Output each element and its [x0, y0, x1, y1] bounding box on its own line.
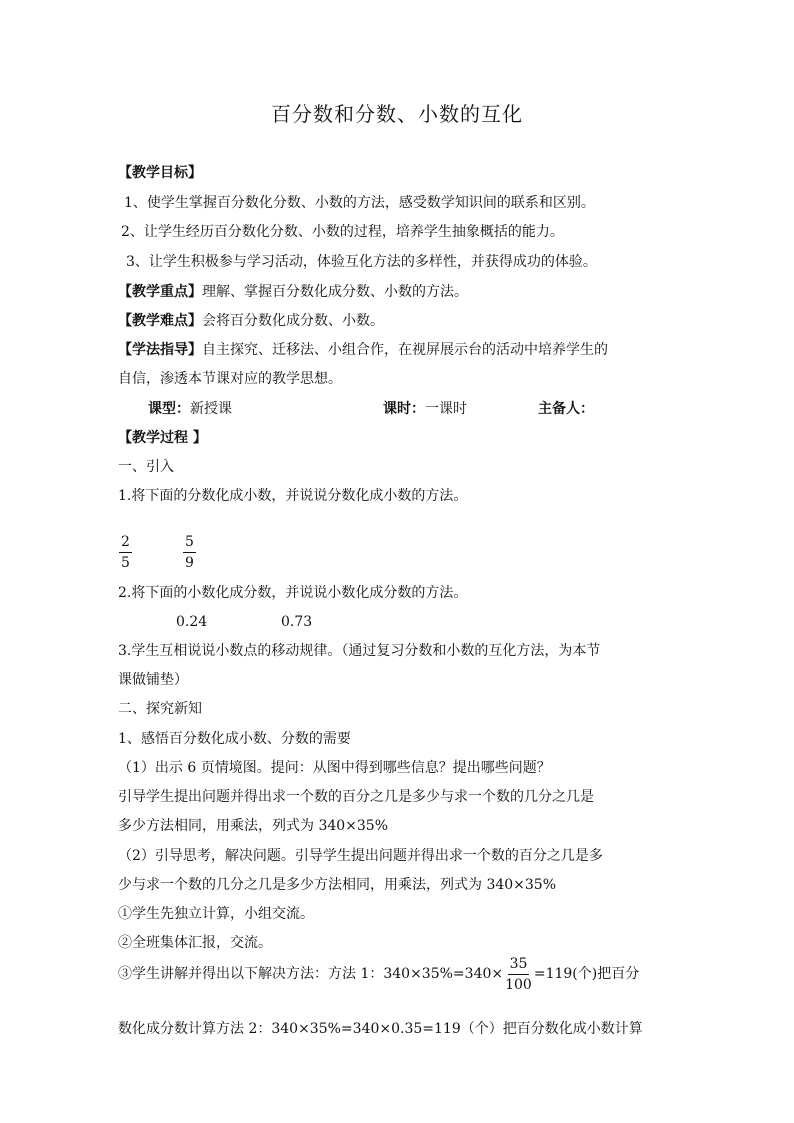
question-2: 2.将下面的小数化成分数，并说说小数化成分数的方法。	[118, 585, 468, 601]
fraction-35-100	[503, 955, 534, 994]
fraction-numerator: 5	[183, 533, 196, 553]
fraction-denominator: 9	[185, 555, 194, 571]
process-header: 【教学过程 】	[118, 430, 207, 446]
section-2-heading: 二、探究新知	[118, 701, 202, 717]
objective-3: 3、让学生积极参与学习活动，体验互化方法的多样性，并获得成功的体验。	[126, 254, 597, 270]
section-1-heading: 一、引入	[118, 459, 174, 475]
fraction-2-5	[119, 533, 132, 572]
fraction-numerator: 35	[508, 955, 530, 975]
step-2: ②全班集体汇报，交流。	[118, 935, 272, 951]
step-1: ①学生先独立计算，小组交流。	[118, 906, 314, 922]
difficulty-label: 【教学难点】	[118, 313, 202, 329]
question-3-line-1: 3.学生互相说说小数点的移动规律。（通过复习分数和小数的互化方法，为本节	[118, 643, 601, 659]
hours-value: 一课时	[425, 401, 467, 417]
fraction-numerator: 2	[119, 533, 132, 553]
key-point-line	[118, 282, 468, 302]
method-text: 自主探究、迁移法、小组合作，在视屏展示台的活动中培养学生的	[202, 342, 608, 358]
step-3-text-b: =119(个)把百分	[533, 966, 640, 982]
method-label: 【学法指导】	[118, 342, 202, 358]
objective-1: 1、使学生掌握百分数化分数、小数的方法，感受数学知识间的联系和区别。	[124, 195, 595, 211]
section-2-para-2: 引导学生提出问题并得出求一个数的百分之几是多少与求一个数的几分之几是	[118, 789, 594, 805]
step-3-continued: 数化成分数计算方法 2：340×35%=340×0.35=119（个）把百分数化成小数计算	[118, 1021, 643, 1037]
method-line	[118, 340, 608, 360]
course-type	[148, 399, 232, 419]
difficulty-line	[118, 311, 384, 331]
question-1: 1.将下面的分数化成小数，并说说分数化成小数的方法。	[118, 488, 468, 504]
method-line-2: 自信，渗透本节课对应的教学思想。	[118, 371, 342, 387]
section-2-para-5: 少与求一个数的几分之几是多少方法相同，用乘法，列式为 340×35%	[118, 877, 557, 893]
fraction-denominator: 100	[505, 976, 532, 993]
decimal-2: 0.73	[281, 614, 313, 630]
question-3-line-2: 课做铺垫）	[118, 672, 188, 688]
course-type-value: 新授课	[190, 401, 232, 417]
page-title: 百分数和分数、小数的互化	[271, 102, 523, 126]
course-type-label: 课型：	[148, 401, 190, 417]
section-2-para-4: （2）引导思考，解决问题。引导学生提出问题并得出求一个数的百分之几是多	[118, 848, 603, 864]
course-hours	[383, 399, 467, 419]
objective-2: 2、让学生经历百分数化分数、小数的过程，培养学生抽象概括的能力。	[121, 224, 564, 240]
difficulty-text: 会将百分数化成分数、小数。	[202, 313, 384, 329]
key-point-label: 【教学重点】	[118, 284, 202, 300]
objectives-header: 【教学目标】	[118, 165, 202, 181]
fraction-denominator: 5	[121, 555, 130, 571]
section-2-subheading: 1、感悟百分数化成小数、分数的需要	[118, 731, 351, 747]
section-2-para-3: 多少方法相同，用乘法，列式为 340×35%	[118, 818, 389, 834]
section-2-para-1: （1）出示 6 页情境图。提问：从图中得到哪些信息？提出哪些问题？	[118, 760, 551, 776]
step-3-text-a: ③学生讲解并得出以下解决方法：方法 1：340×35%=340×	[118, 966, 504, 982]
hours-label: 课时：	[383, 401, 425, 417]
fraction-5-9	[183, 533, 196, 572]
key-point-text: 理解、掌握百分数化成分数、小数的方法。	[202, 284, 468, 300]
preparer-label: 主备人：	[538, 401, 594, 417]
decimal-1: 0.24	[176, 614, 208, 630]
step-3	[118, 955, 640, 993]
